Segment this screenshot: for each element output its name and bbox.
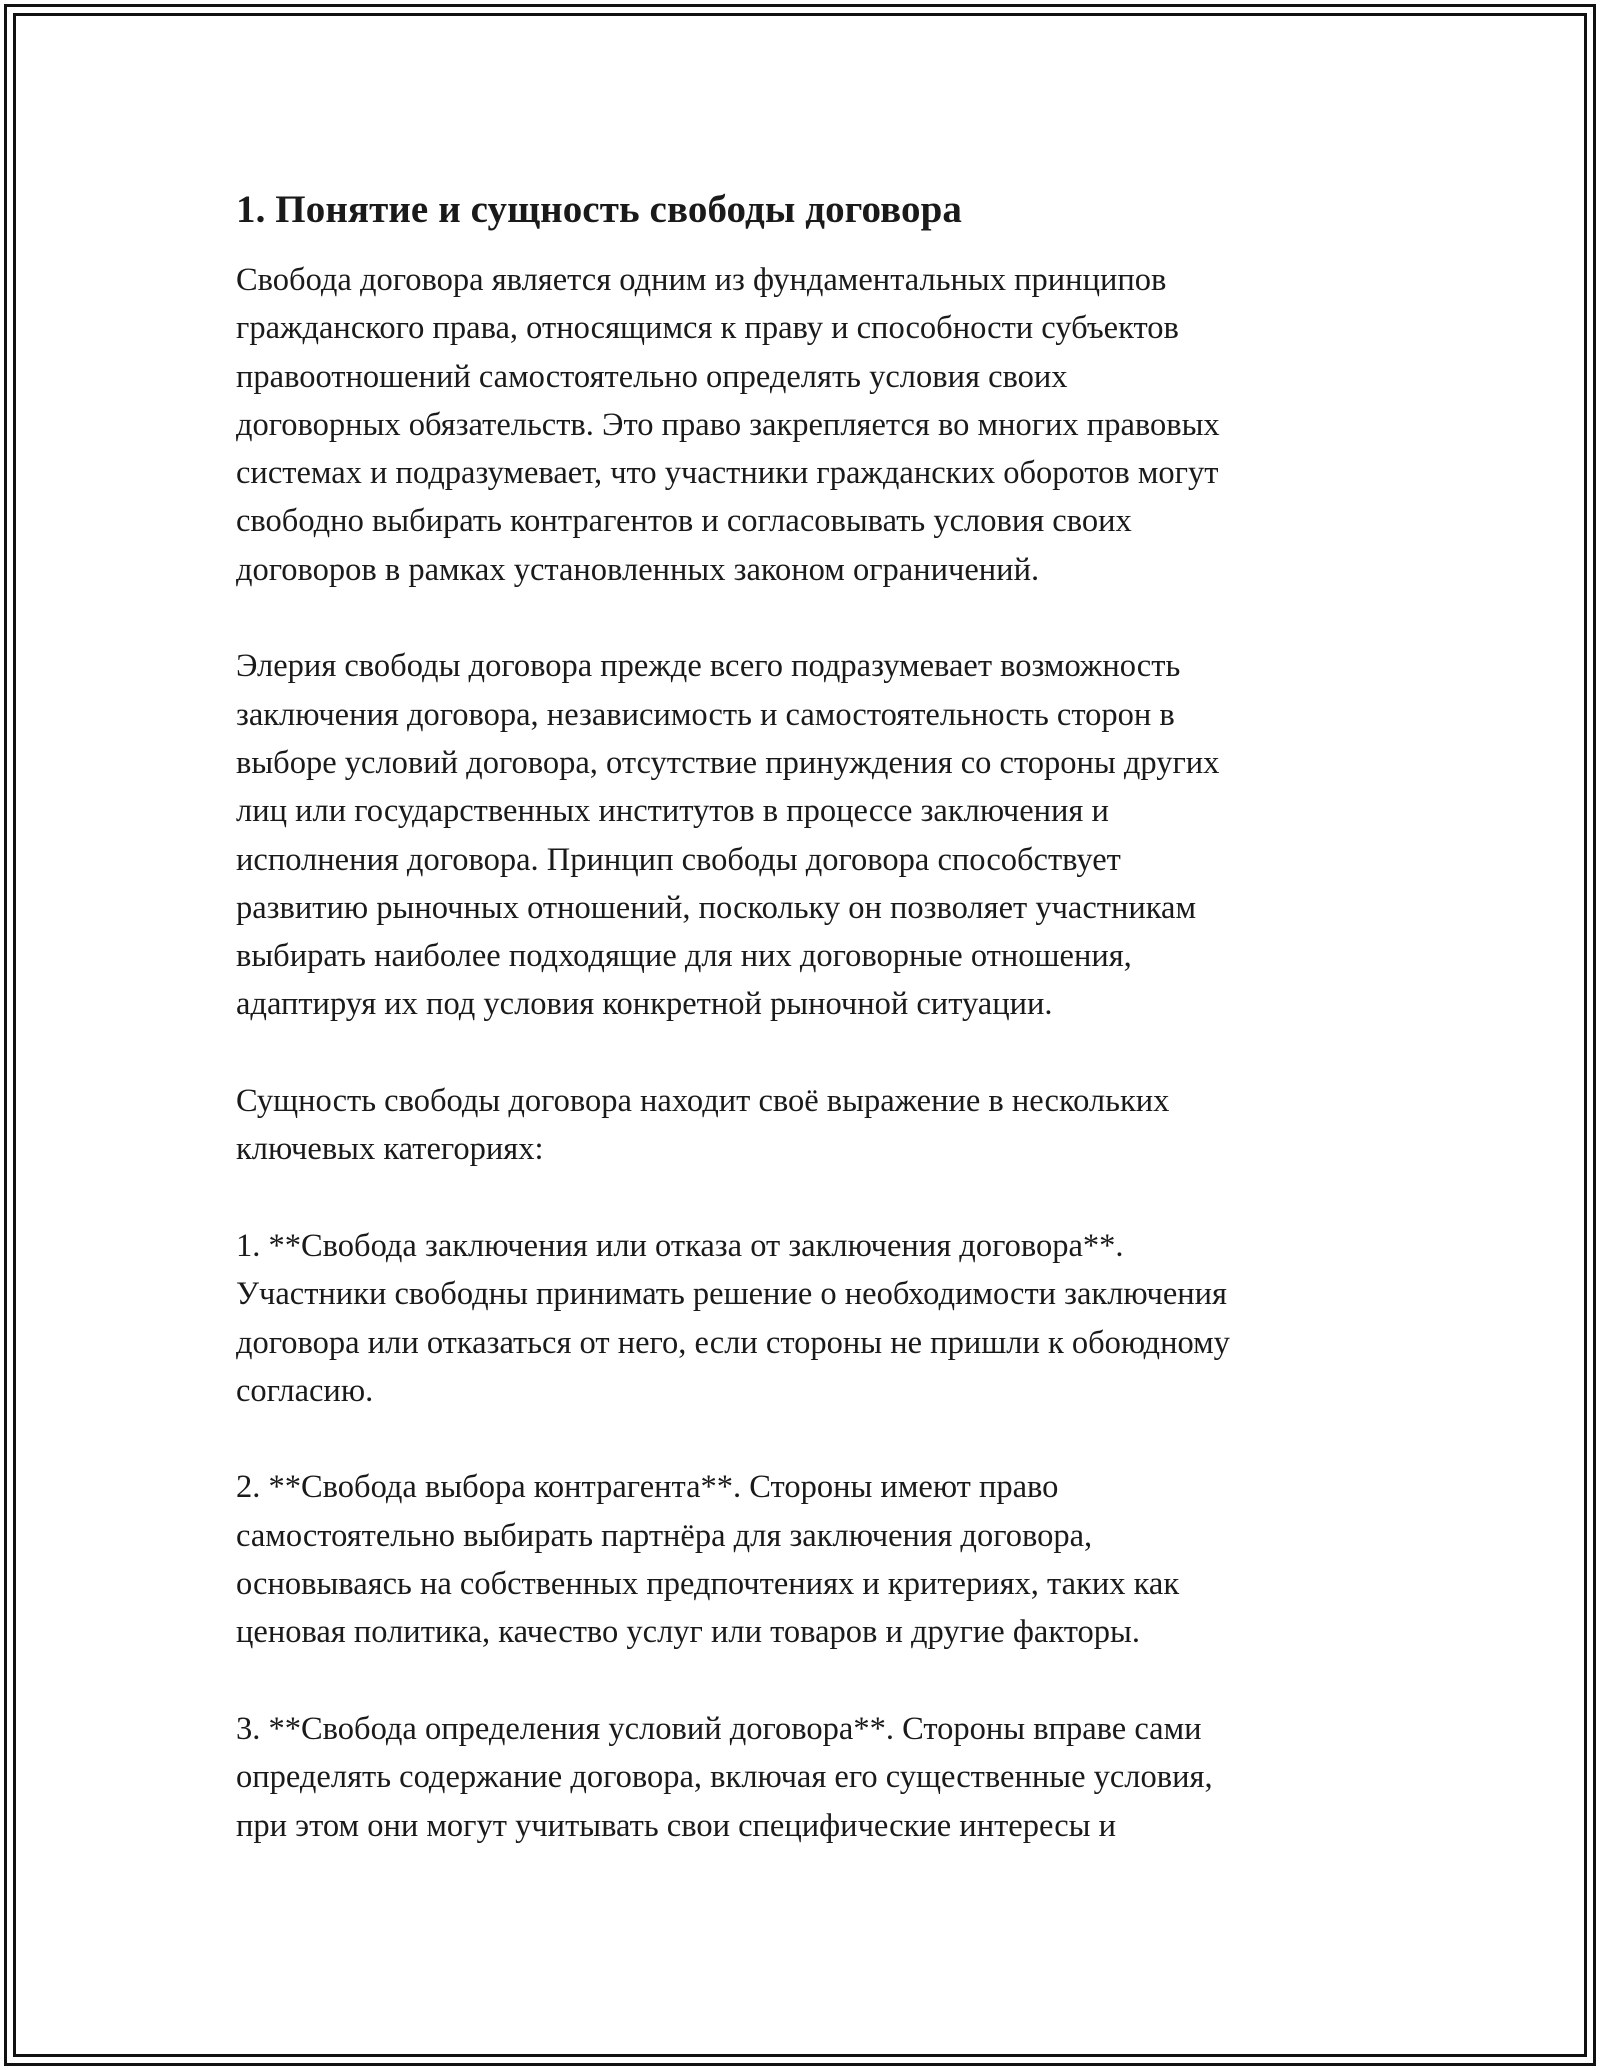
paragraph-essence: Сущность свободы договора находит своё выражение в нескольких ключевых категориях: [236,1083,1170,1168]
list-item-1: 1. **Свобода заключения или отказа от заключения договора**. Участники свободны принимать решение о необходимости заключения договора или отказаться от него, если стороны не пришли к обоюдному согласию. [236,1227,1230,1409]
document-page [236,186,1376,1850]
list-item-3: 3. **Свобода определения условий договора**. Стороны вправе сами определять содержание договора, включая его существенные условия, при этом они могут учитывать свои специфические интересы и [236,1710,1213,1844]
section-heading: 1. Понятие и сущность свободы договора [236,188,963,231]
paragraph-intro: Свобода договора является одним из фундаментальных принципов гражданского права, относящимся к праву и способности субъектов правоотношений самостоятельно определять условия своих договорных обязательств. Это право закрепляется во многих правовых системах и подразумевает, что участники гражданских оборотов могут свободно выбирать контрагентов и согласовывать условия своих договоров в рамках установленных законом ограничений. [236,262,1220,588]
paragraph-elements: Элерия свободы договора прежде всего подразумевает возможность заключения договора, независимость и самостоятельность сторон в выборе условий договора, отсутствие принуждения со стороны других лиц или государственных институтов в процессе заключения и исполнения договора. Принцип свободы договора способствует развитию рыночных отношений, поскольку он позволяет участникам выбирать наиболее подходящие для них договорные отношения, адаптируя их под условия конкретной рыночной ситуации. [236,648,1220,1023]
list-item-2: 2. **Свобода выбора контрагента**. Стороны имеют право самостоятельно выбирать партнёра для заключения договора, основываясь на собственных предпочтениях и критериях, таких как ценовая политика, качество услуг или товаров и другие факторы. [236,1469,1180,1651]
